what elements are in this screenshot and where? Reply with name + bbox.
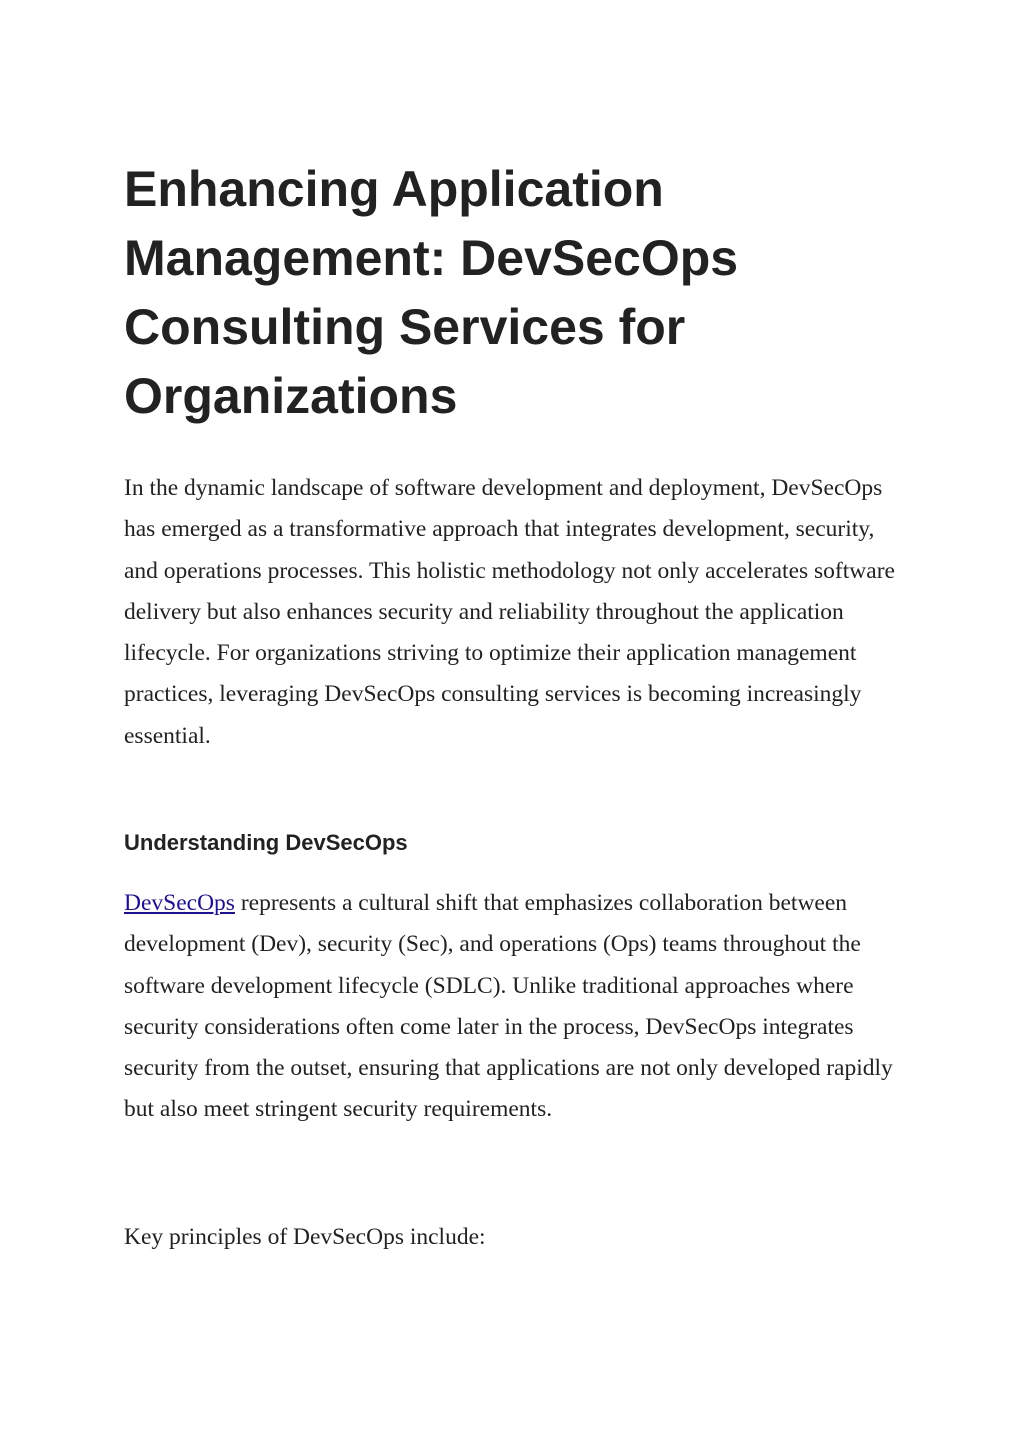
intro-paragraph: In the dynamic landscape of software development and deployment, DevSecOps has emerged as a transformative approach that integrates development, security, and operations processes. This holistic methodology not only accelerates software delivery but also enhances security and reliability throughout the application lifecycle. For organizations striving to optimize their application management practices, leveraging DevSecOps consulting services is becoming increasingly essential.	[124, 475, 895, 749]
devsecops-link[interactable]: DevSecOps	[124, 890, 235, 916]
section-paragraph	[124, 883, 904, 1131]
document-page	[124, 155, 904, 1250]
document-title: Enhancing Application Management: DevSecOps Consulting Services for Organizations	[124, 161, 739, 424]
section-paragraph-text: represents a cultural shift that emphasizes collaboration between development (Dev), security (Sec), and operations (Ops) teams throughout the software development lifecycle (SDLC). Unlike traditional approaches where security considerations often come later in the process, DevSecOps integrates security from the outset, ensuring that applications are not only developed rapidly but also meet stringent security requirements.	[124, 890, 893, 1123]
principles-intro: Key principles of DevSecOps include:	[124, 1224, 486, 1250]
section-heading: Understanding DevSecOps	[124, 830, 408, 855]
